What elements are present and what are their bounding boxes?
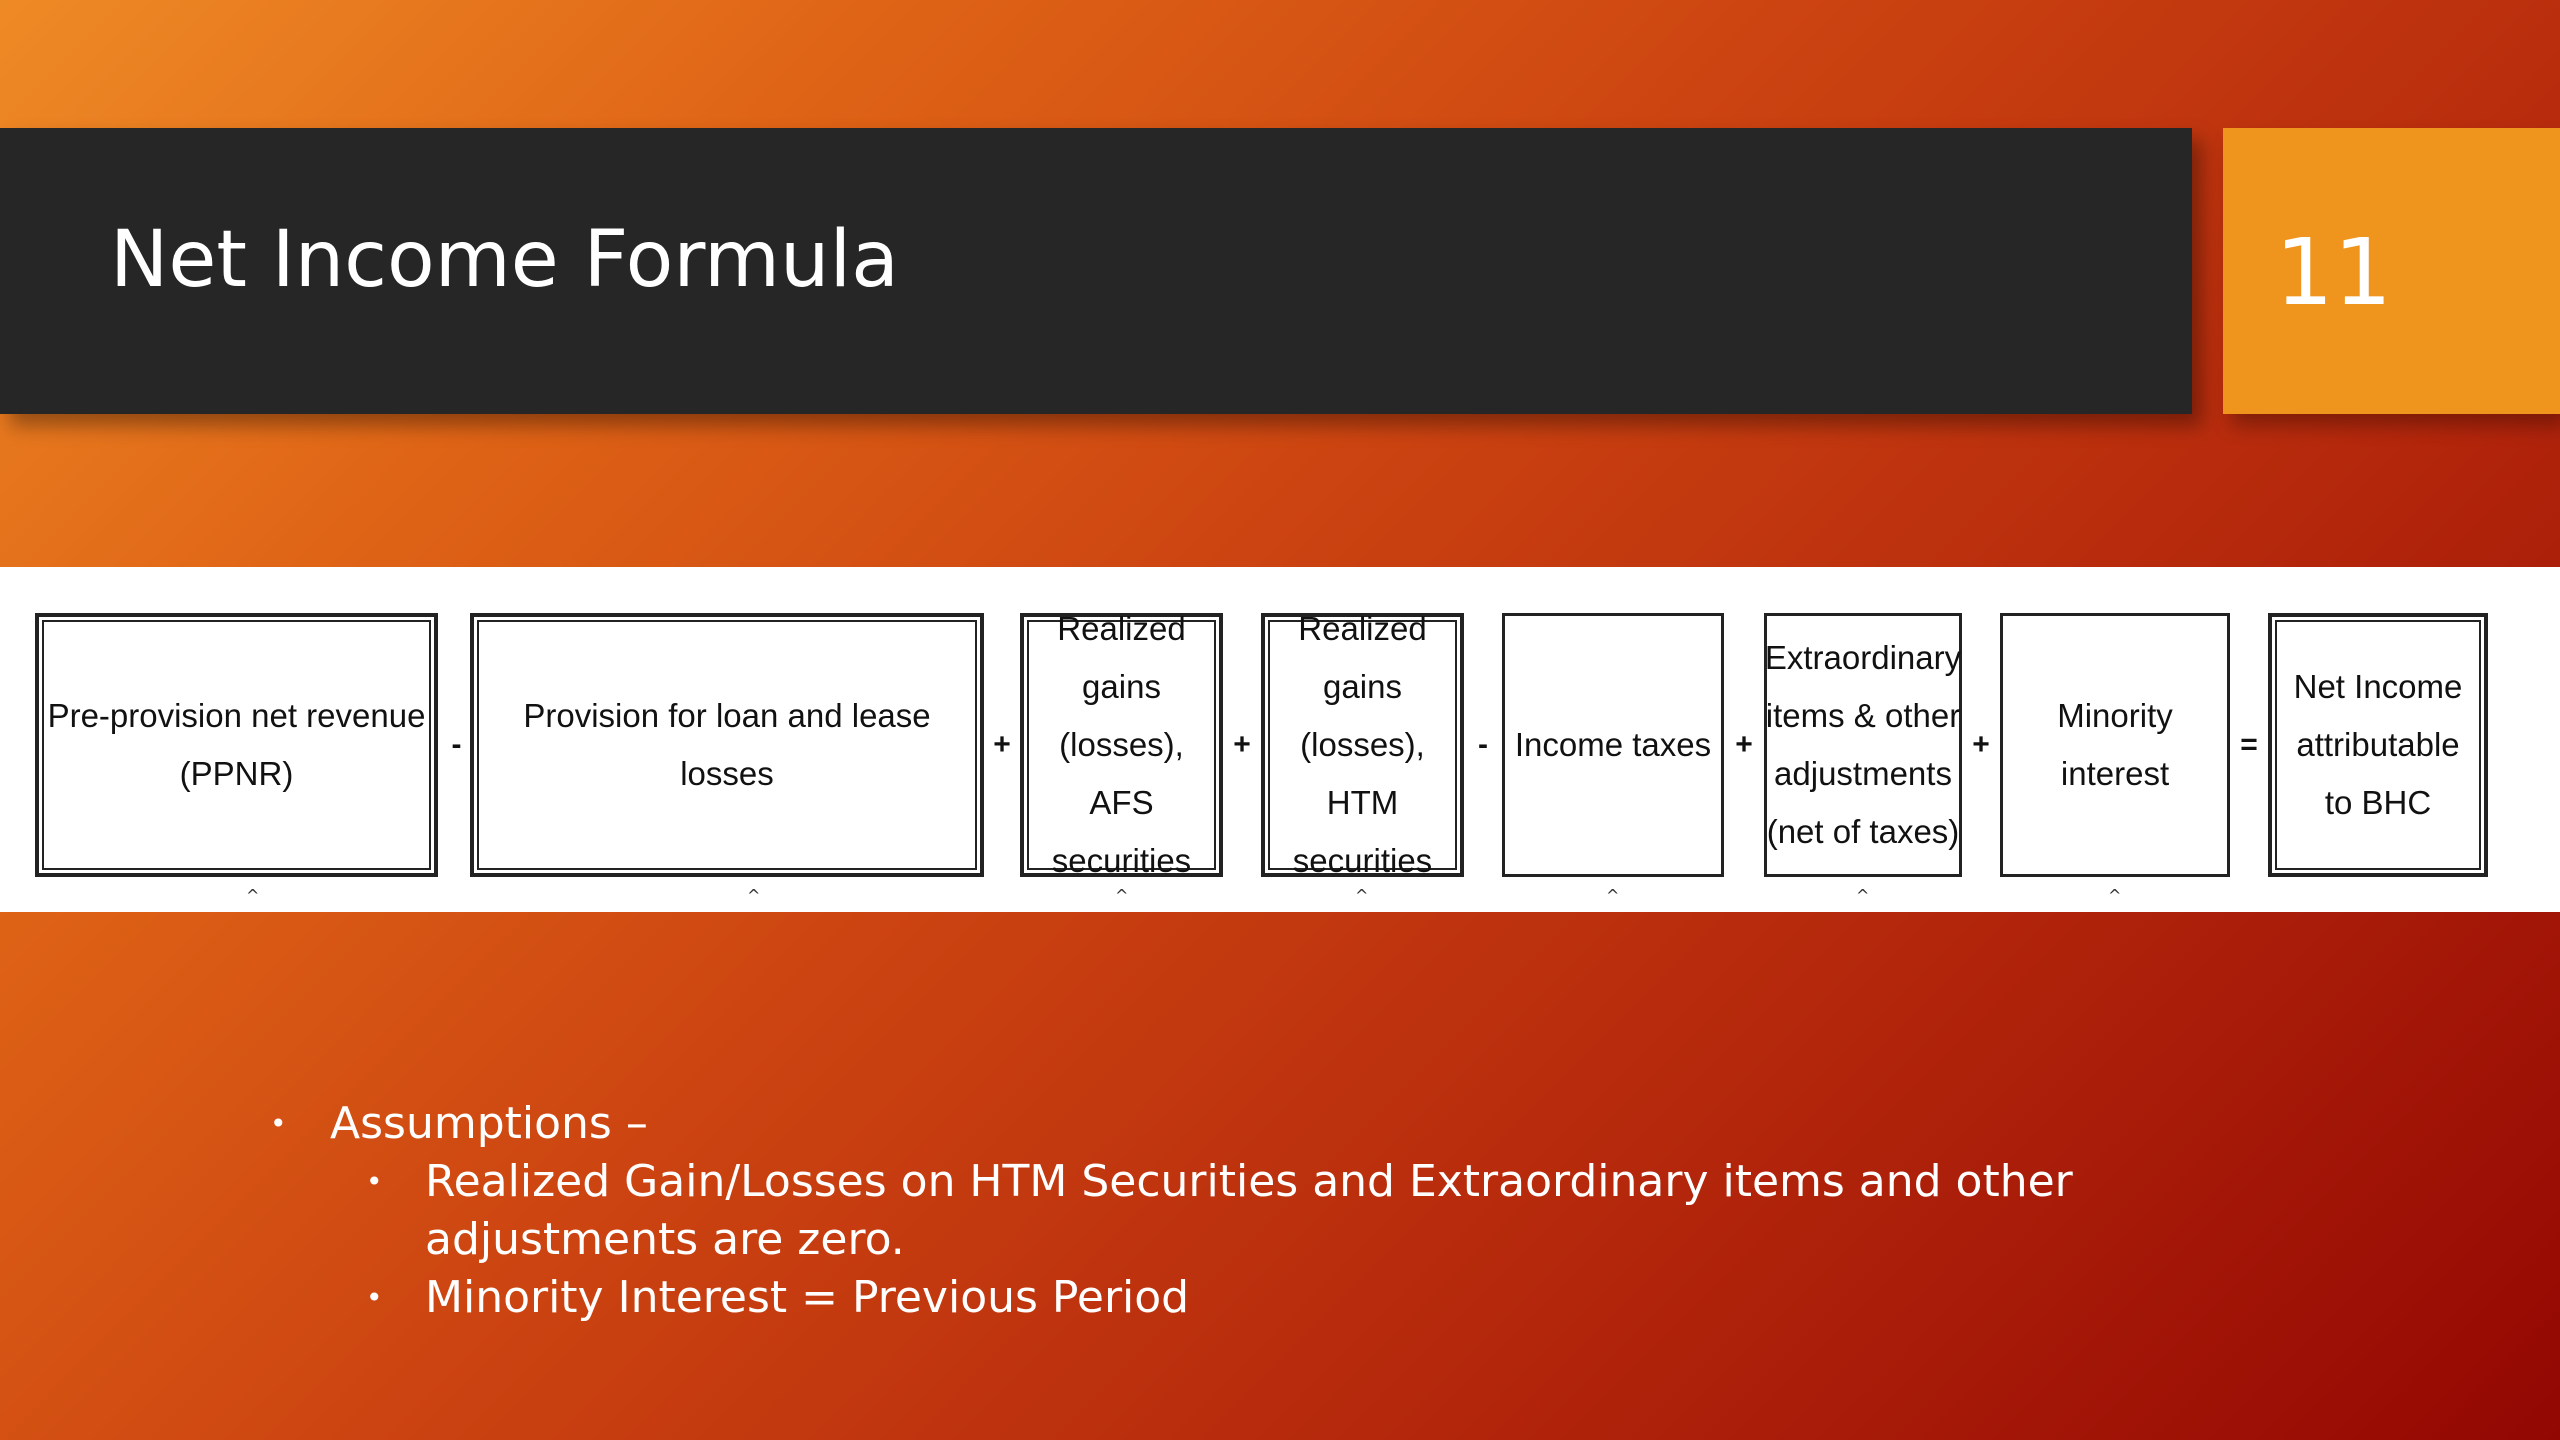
operator-plus-3: + xyxy=(1735,728,1753,761)
formula-diagram xyxy=(0,567,2560,912)
operator-plus-4: + xyxy=(1972,728,1990,761)
assumption-item-2: Minority Interest = Previous Period xyxy=(425,1272,1190,1323)
sub-bullet-item xyxy=(270,1269,2270,1327)
slide-number: 11 xyxy=(2275,219,2393,326)
assumption-item-1: Realized Gain/Losses on HTM Securities and Extraordinary items and other adjustments are zero. xyxy=(425,1156,2073,1265)
operator-plus-2: + xyxy=(1233,728,1251,761)
title-bar xyxy=(0,128,2192,414)
term-ppnr: Pre-provision net revenue (PPNR) xyxy=(35,613,438,877)
term-realized-gains-afs: Realized gains (losses), AFS securities xyxy=(1020,613,1223,877)
term-net-income-bhc: Net Income attributable to BHC xyxy=(2268,613,2488,877)
caret-mark: ^ xyxy=(1856,886,1870,905)
sub-bullet-item xyxy=(270,1153,2270,1269)
bullet-dot-icon: • xyxy=(366,1165,383,1198)
caret-mark: ^ xyxy=(747,886,761,905)
caret-mark: ^ xyxy=(1355,886,1369,905)
operator-minus-1: - xyxy=(451,728,462,761)
slide-number-box xyxy=(2223,128,2560,414)
caret-mark: ^ xyxy=(1115,886,1129,905)
operator-plus-1: + xyxy=(993,728,1011,761)
bullet-assumptions xyxy=(270,1095,2270,1153)
term-income-taxes: Income taxes xyxy=(1502,613,1724,877)
term-minority-interest: Minority interest xyxy=(2000,613,2230,877)
caret-mark: ^ xyxy=(1606,886,1620,905)
bullet-dot-icon: • xyxy=(270,1107,287,1140)
operator-minus-2: - xyxy=(1478,728,1488,761)
bullet-dot-icon: • xyxy=(366,1281,383,1314)
caret-mark: ^ xyxy=(246,886,260,905)
term-provision-loan-lease-losses: Provision for loan and lease losses xyxy=(470,613,984,877)
term-realized-gains-htm: Realized gains (losses), HTM securities xyxy=(1261,613,1464,877)
caret-mark: ^ xyxy=(2108,886,2122,905)
assumptions-heading: Assumptions – xyxy=(330,1098,648,1149)
operator-equals: = xyxy=(2240,728,2258,761)
slide-title: Net Income Formula xyxy=(110,215,899,305)
term-extraordinary-items: Extraordinary items & other adjustments (net of taxes) xyxy=(1764,613,1962,877)
assumptions-list xyxy=(270,1095,2270,1327)
